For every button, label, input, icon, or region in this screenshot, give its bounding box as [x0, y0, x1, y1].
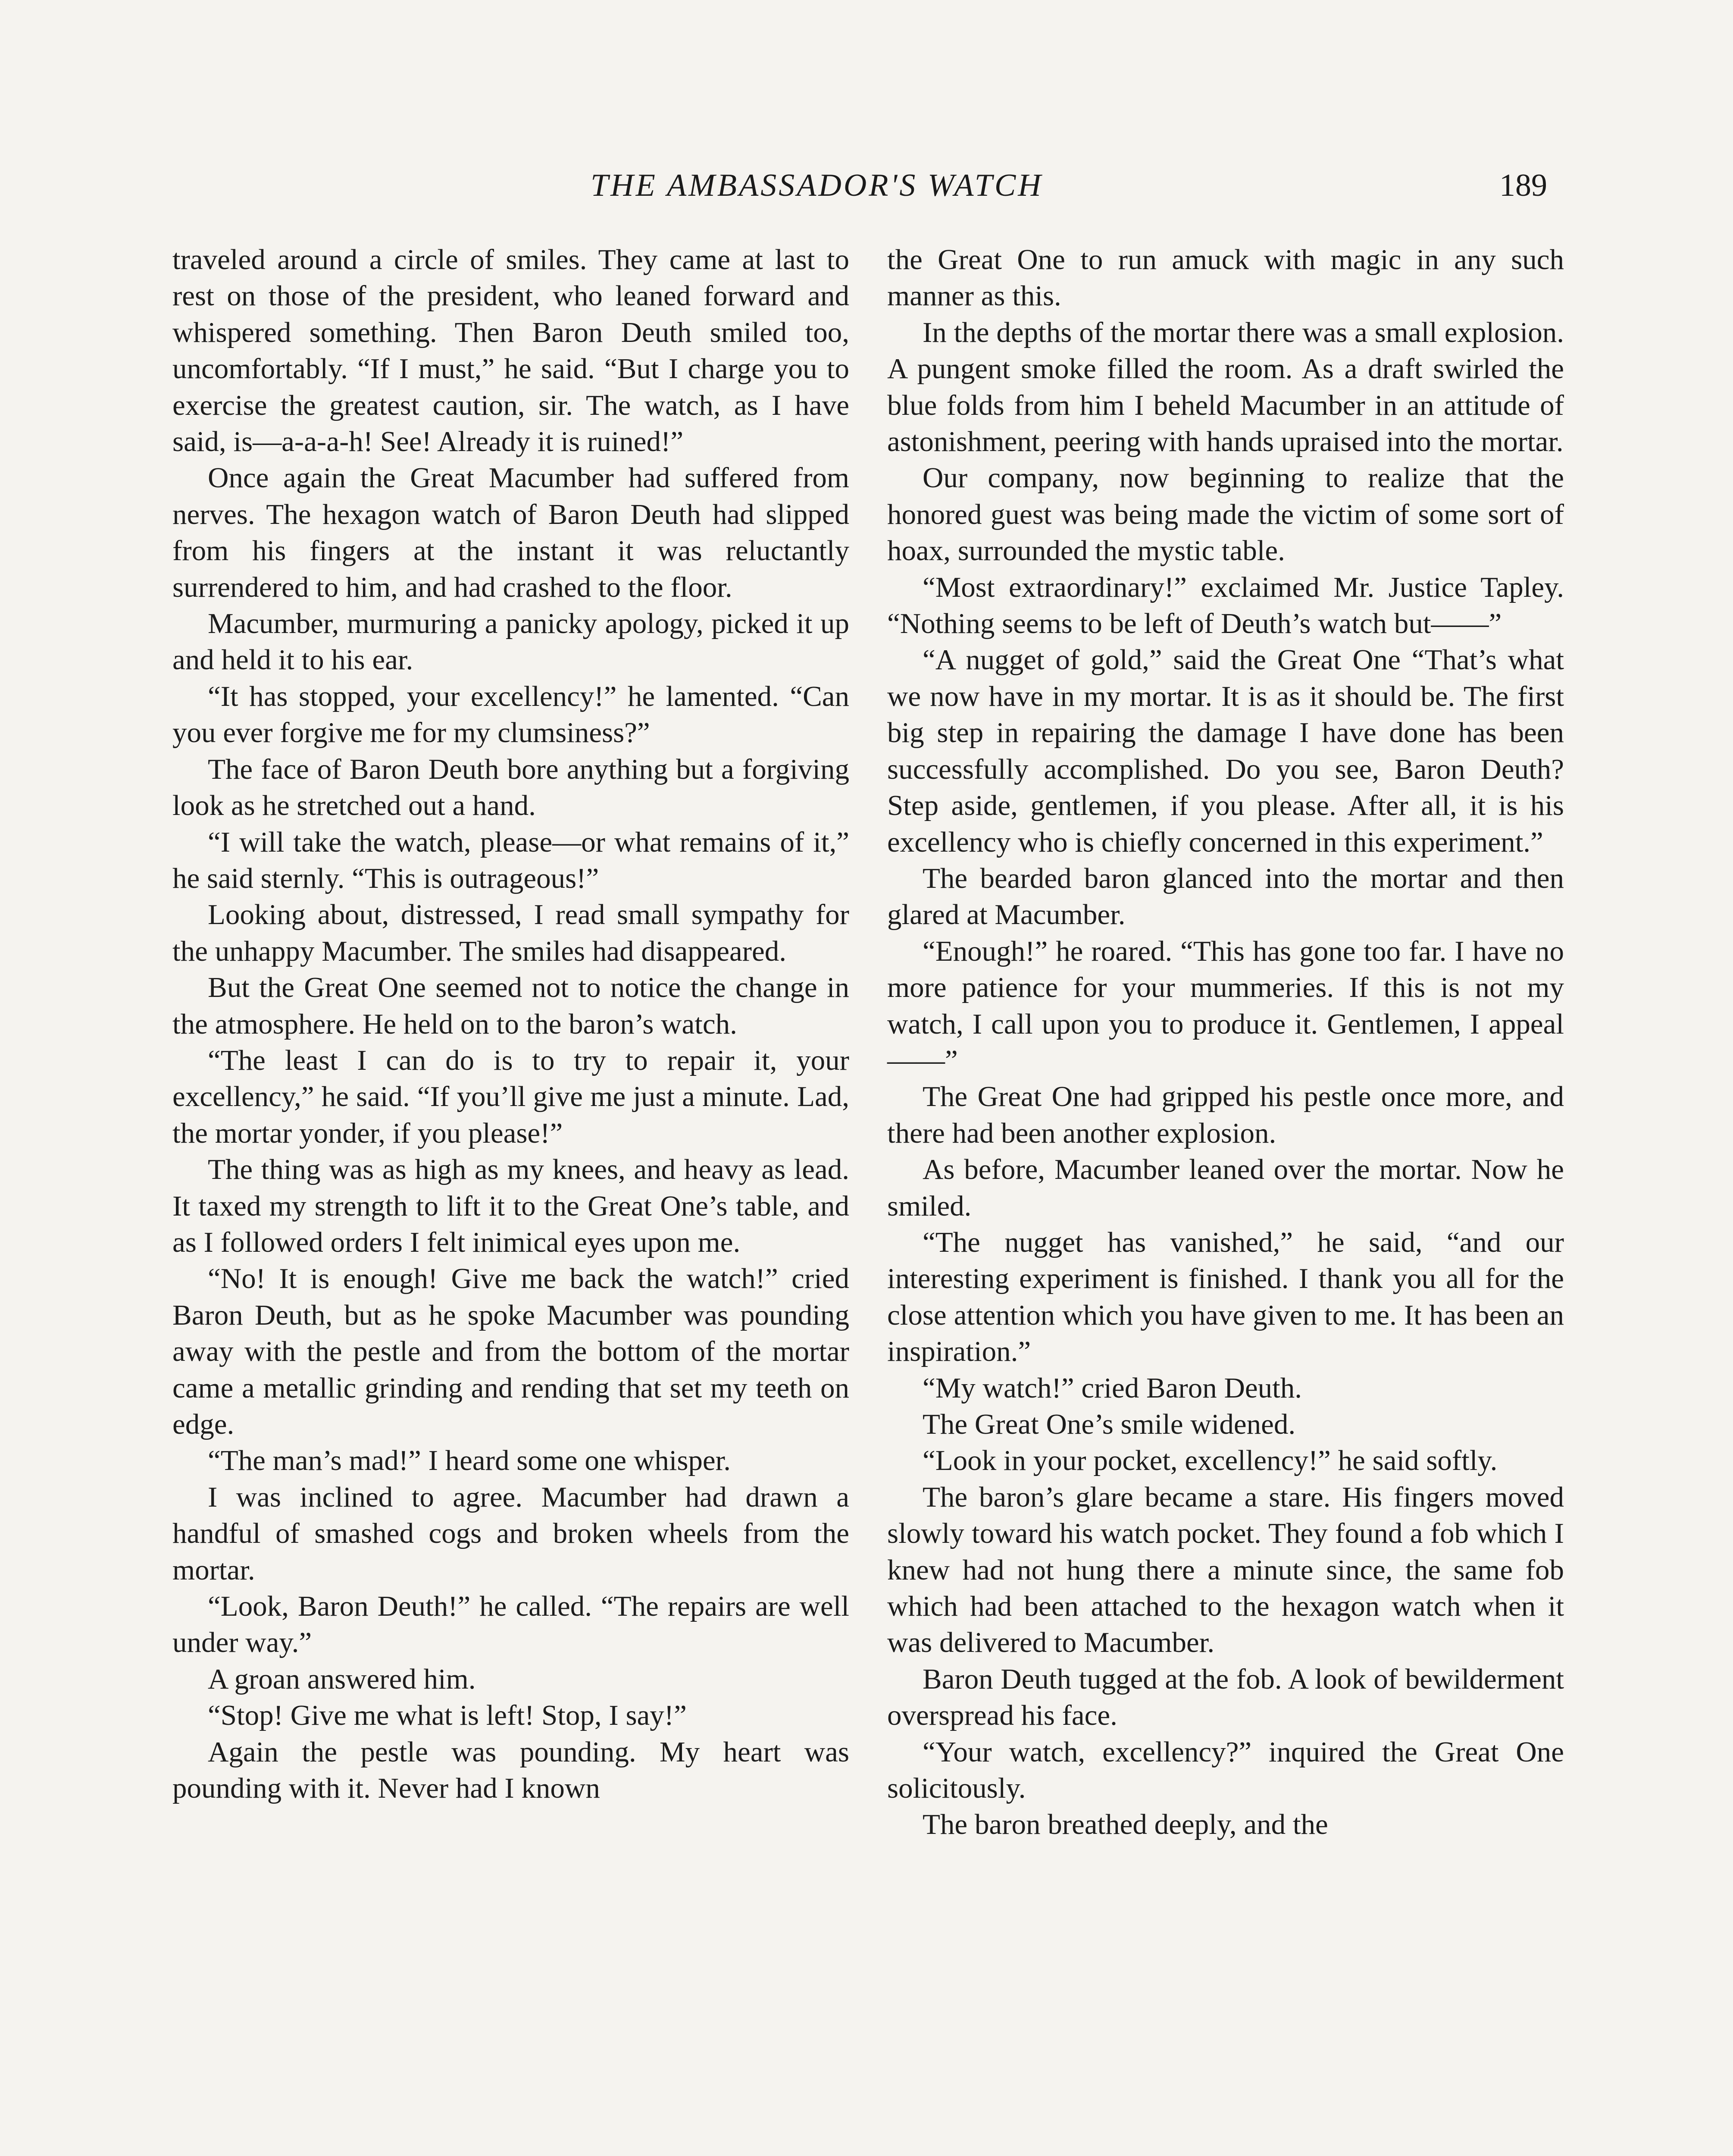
paragraph: “The man’s mad!” I heard some one whisper.: [208, 1445, 731, 1477]
paragraph: The Great One’s smile widened.: [923, 1408, 1296, 1440]
paragraph: But the Great One seemed not to notice the change in the atmosphere. He held on to the baron’s watch.: [172, 971, 849, 1040]
paragraph: “It has stopped, your excellency!” he lamented. “Can you ever forgive me for my clumsiness?”: [172, 680, 849, 749]
right-column: [887, 241, 1564, 1843]
paragraph: Once again the Great Macumber had suffered from nerves. The hexagon watch of Baron Deuth had slipped from his fingers at the instant it was reluctantly surrendered to him, and had crashed to the floor.: [172, 462, 849, 603]
paragraph: the Great One to run amuck with magic in any such manner as this.: [887, 244, 1564, 312]
paragraph: Looking about, distressed, I read small sympathy for the unhappy Macumber. The smiles had disappeared.: [172, 899, 849, 967]
paragraph: In the depths of the mortar there was a small explosion. A pungent smoke filled the room. As a draft swirled the blue folds from him I beheld Macumber in an attitude of astonishment, peering with hands upraised into the mortar.: [887, 316, 1564, 458]
paragraph: The baron’s glare became a stare. His fingers moved slowly toward his watch pocket. They found a fob which I knew had not hung there a minute since, the same fob which had been attached to the hexagon watch when it was delivered to Macumber.: [887, 1481, 1564, 1659]
paragraph: Baron Deuth tugged at the fob. A look of bewilderment overspread his face.: [887, 1663, 1564, 1732]
paragraph: traveled around a circle of smiles. They came at last to rest on those of the president, who leaned forward and whispered something. Then Baron Deuth smiled too, uncomfortably. “If I must,” he said. “But I charge you to exercise the greatest caution, sir. The watch, as I have said, is—a-a-a-h! See! Already it is ruined!”: [172, 244, 849, 458]
paragraph: The face of Baron Deuth bore anything but a forgiving look as he stretched out a hand.: [172, 753, 849, 822]
paragraph: “No! It is enough! Give me back the watch!” cried Baron Deuth, but as he spoke Macumber was pounding away with the pestle and from the bottom of the mortar came a metallic grinding and rending that set my teeth on edge.: [172, 1263, 849, 1440]
paragraph: “The least I can do is to try to repair it, your excellency,” he said. “If you’ll give me just a minute. Lad, the mortar yonder, if you please!”: [172, 1044, 849, 1149]
paragraph: “Look in your pocket, excellency!” he said softly.: [923, 1445, 1498, 1477]
paragraph: “Stop! Give me what is left! Stop, I say!”: [208, 1699, 687, 1732]
paragraph: “My watch!” cried Baron Deuth.: [923, 1372, 1302, 1404]
paragraph: As before, Macumber leaned over the mortar. Now he smiled.: [887, 1153, 1564, 1222]
paragraph: “Most extraordinary!” exclaimed Mr. Justice Tapley. “Nothing seems to be left of Deuth’s watch but——”: [887, 571, 1564, 640]
page-number: 189: [1499, 168, 1547, 203]
paragraph: Again the pestle was pounding. My heart was pounding with it. Never had I known: [172, 1736, 849, 1805]
left-column: [172, 241, 849, 1806]
paragraph: Macumber, murmuring a panicky apology, picked it up and held it to his ear.: [172, 608, 849, 676]
paragraph: “The nugget has vanished,” he said, “and our interesting experiment is finished. I thank you all for the close attention which you have given to me. It has been an inspiration.”: [887, 1226, 1564, 1368]
paragraph: “A nugget of gold,” said the Great One “That’s what we now have in my mortar. It is as it should be. The first big step in repairing the damage I have done has been successfully accomplished. Do you see, Baron Deuth? Step aside, gentlemen, if you please. After all, it is his excellency who is chiefly concerned in this experiment.”: [887, 644, 1564, 858]
paragraph: The Great One had gripped his pestle once more, and there had been another explosion.: [887, 1081, 1564, 1149]
paragraph: I was inclined to agree. Macumber had drawn a handful of smashed cogs and broken wheels from the mortar.: [172, 1481, 849, 1586]
paragraph: “I will take the watch, please—or what remains of it,” he said sternly. “This is outrageous!”: [172, 826, 849, 894]
paragraph: The thing was as high as my knees, and heavy as lead. It taxed my strength to lift it to the Great One’s table, and as I followed orders I felt inimical eyes upon me.: [172, 1153, 849, 1258]
paragraph: The bearded baron glanced into the mortar and then glared at Macumber.: [887, 862, 1564, 931]
paragraph: “Your watch, excellency?” inquired the Great One solicitously.: [887, 1736, 1564, 1805]
paragraph: “Enough!” he roared. “This has gone too far. I have no more patience for your mummeries. If this is not my watch, I call upon you to produce it. Gentlemen, I appeal——”: [887, 935, 1564, 1076]
paragraph: “Look, Baron Deuth!” he called. “The repairs are well under way.”: [172, 1590, 849, 1659]
paragraph: Our company, now beginning to realize that the honored guest was being made the victim of some sort of hoax, surrounded the mystic table.: [887, 462, 1564, 567]
paragraph: The baron breathed deeply, and the: [923, 1808, 1328, 1841]
running-title: THE AMBASSADOR'S WATCH: [591, 168, 1043, 203]
paragraph: A groan answered him.: [208, 1663, 476, 1695]
